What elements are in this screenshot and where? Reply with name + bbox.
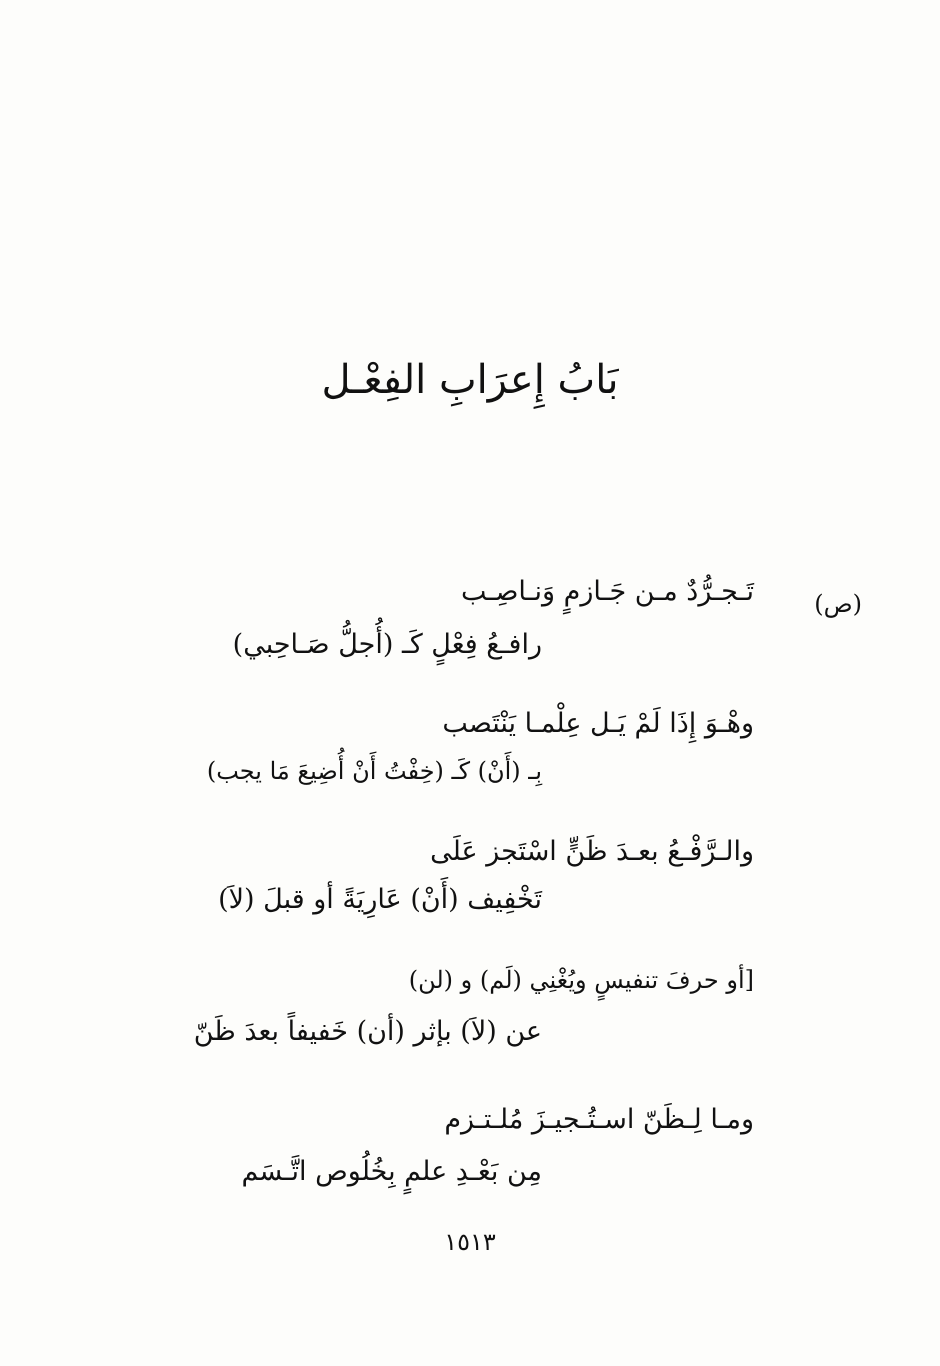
verse-5-first-hemistich: ومـا لِـظَنّ اسـتُـجيـزَ مُلـتـزم	[444, 1104, 754, 1135]
verse-1-second-hemistich: رافـعُ فِعْلٍ كَـ (أُجلُّ صَـاحِبي)	[232, 629, 542, 660]
verse-1-first-hemistich: تَـجـرُّدٌ مـن جَـازمٍ وَنـاصِـب	[461, 576, 754, 607]
verse-2-first-hemistich: وهْـوَ إِذَا لَمْ يَـل عِلْمـا يَنْتَصب	[442, 708, 754, 739]
verse-4-second-hemistich: عن (لاَ) بإثر (أن) خَفيفاً بعدَ ظَنّ	[193, 1016, 542, 1047]
page-number: ١٥١٣	[444, 1228, 496, 1256]
verse-3-first-hemistich: والـرَّفْـعُ بعـدَ ظَنٍّ اسْتَجز عَلَى	[430, 836, 754, 867]
section-marker: (ص)	[814, 590, 862, 618]
verse-3-second-hemistich: تَخْفِيف (أَنْ) عَارِيَةً أو قبلَ (لاَ)	[218, 884, 542, 915]
verse-5-second-hemistich: مِن بَعْـدِ علمٍ بِخُلُوص اتَّـسَم	[241, 1156, 542, 1187]
verse-2-second-hemistich: بِـ (أَنْ) كَـ (خِفْتُ أَنْ أُضِيعَ مَا يجب)	[206, 757, 542, 785]
verse-4-first-hemistich: [أو حرفَ تنفيسٍ ويُغْنِي (لَم) و (لن)	[408, 966, 754, 994]
chapter-title: بَابُ إِعرَابِ الفِعْـل	[321, 356, 619, 403]
